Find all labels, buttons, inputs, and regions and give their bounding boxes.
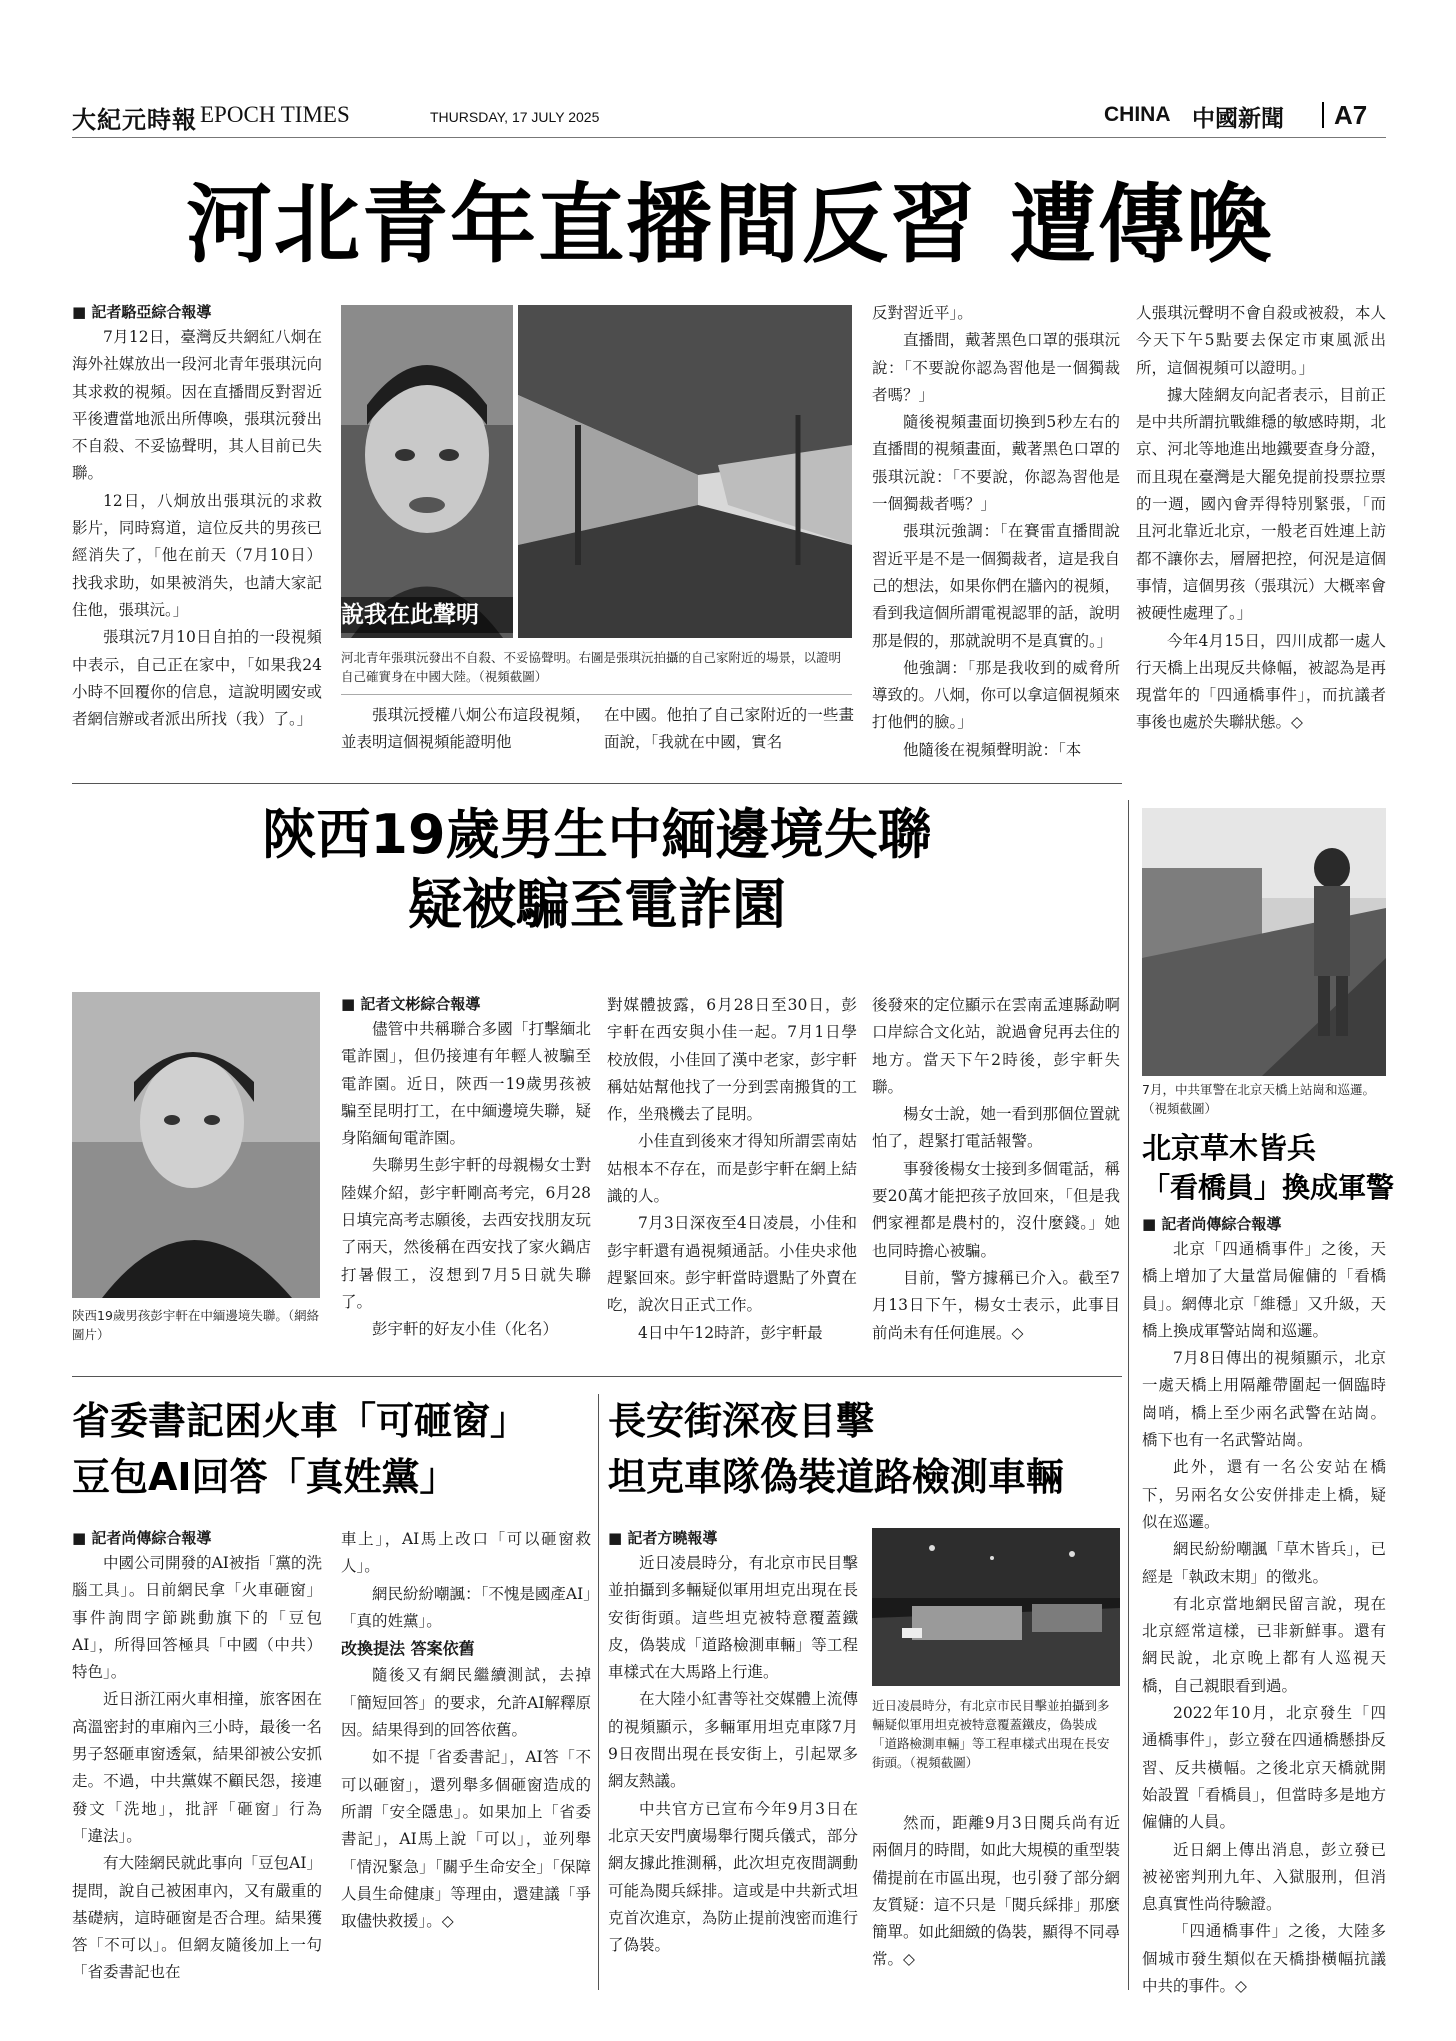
portrait-illustration [341,305,513,638]
article2-paragraph: 儘管中共稱聯合多國「打擊緬北電詐園」，但仍接連有年輕人被騙至電詐園。近日，陝西一19歲男孩被騙至昆明打工，在中緬邊境失聯，疑身陷緬甸電詐園。 [341,1020,591,1148]
article2-byline: ■ 記者文彬綜合報導 [341,995,481,1013]
column-rule-middle [598,1394,599,1990]
section-label-cn: 中國新聞 [1192,106,1284,132]
photo-subtitle-overlay: 說我在此聲明 [341,597,513,633]
article5-paragraph: 在大陸小紅書等社交媒體上流傳的視頻顯示，多輛軍用坦克車隊7月9日夜間出現在長安街上，引起眾多網友熱議。 [608,1690,858,1791]
article2-paragraph: 7月3日深夜至4日凌晨，小佳和彭宇軒還有過視頻通話。小佳央求他趕緊回來。彭宇軒當時還點了外賣在吃，說次日正式工作。 [607,1214,857,1315]
article1-paragraph: 他強調：「那是我收到的威脅所導致的。八炯，你可以拿這個視頻來打他們的臉。」 [872,658,1121,732]
article1-paragraph: 7月12日，臺灣反共網紅八炯在海外社媒放出一段河北青年張琪沅向其求救的視頻。因在直播間反對習近平後遭當地派出所傳喚，張琪沅發出不自殺、不妥協聲明，其人目前已失聯。 [72,328,322,483]
article1-paragraph: 人張琪沅聲明不會自殺或被殺，本人今天下午5點要去保定市東風派出所，這個視頻可以證明。」 [1136,304,1386,377]
article4-col2 [341,1526,591,1935]
article1-paragraph: 張琪沅7月10日自拍的一段視頻中表示，自己正在家中，「如果我24小時不回覆你的信息，這說明國安或者網信辦或者派出所找（我）了。」 [72,628,322,729]
article1-photo-street [518,305,852,638]
article3-body [1142,1212,1386,2000]
portrait-illustration [72,992,320,1298]
article1-paragraph: 直播間，戴著黑色口罩的張琪沅說：「不要說你認為習他是一個獨裁者嗎？」 [872,331,1121,404]
article2-paragraph: 失聯男生彭宇軒的母親楊女士對陸媒介紹，彭宇軒剛高考完，6月28日填完高考志願後，去西安找朋友玩了兩天，然後稱在西安找了家火鍋店打暑假工，沒想到7月5日就失聯了。 [341,1156,591,1311]
article2-paragraph: 小佳直到後來才得知所謂雲南姑姑根本不存在，而是彭宇軒在網上結識的人。 [607,1132,857,1206]
article3-paragraph: 此外，還有一名公安站在橋下，另兩名女公安併排走上橋，疑似在巡邏。 [1142,1458,1386,1531]
page-number: A7 [1334,100,1368,130]
article3-headline-line1: 北京草木皆兵 [1142,1131,1317,1165]
street-illustration [518,305,852,638]
article5-byline: ■ 記者方曉報導 [608,1529,718,1547]
article5-col2 [872,1810,1120,1974]
article4-subhead: 改換提法 答案依舊 [341,1639,475,1659]
article1-headline: 河北青年直播間反習 遭傳喚 [186,175,1274,275]
article1-paragraph: 張琪沅強調：「在賽雷直播間說習近平是不是一個獨裁者，這是我自己的想法，如果你們在牆內的視頻，看到我這個所謂電視認罪的話，說明那是假的，那就說明不是真實的。」 [872,522,1121,650]
article3-paragraph: 2022年10月，北京發生「四通橋事件」，彭立發在四通橋懸掛反習、反共橫幅。之後北京天橋就開始設置「看橋員」，但當時多是地方僱傭的人員。 [1142,1704,1386,1832]
article2-paragraph: 事發後楊女士接到多個電話，稱要20萬才能把孩子放回來，「但是我們家裡都是農村的，沒什麼錢。」她也同時擔心被騙。 [872,1159,1121,1260]
article5-paragraph: 然而，距離9月3日閱兵尚有近兩個月的時間，如此大規模的重型裝備提前在市區出現，也引發了部分網友質疑：這不只是「閱兵綵排」那麼簡單。如此細緻的偽裝，顯得不同尋常。◇ [872,1814,1121,1969]
tank-convoy-illustration [872,1528,1120,1686]
article2-paragraph: 彭宇軒的好友小佳（化名） [372,1320,559,1339]
column-rule-right [1128,800,1129,1990]
article5-photo-caption: 近日凌晨時分，有北京市民目擊並拍攝到多輛疑似軍用坦克被特意覆蓋鐵皮，偽裝成「道路檢測車輛」等工程車樣式出現在長安街頭。（視頻截圖） [872,1698,1110,1770]
article4-col1 [72,1526,322,1987]
article5-headline-line1: 長安街深夜目擊 [608,1399,875,1443]
article5-headline-line2: 坦克車隊偽裝道路檢測車輛 [608,1455,1065,1499]
article5-photo [872,1528,1120,1686]
section-label-en: CHINA [1104,103,1171,126]
article2-paragraph: 4日中午12時許，彭宇軒最 [638,1323,823,1342]
article4-paragraph: 車上」，AI馬上改口「可以砸窗救人」。 [341,1530,591,1576]
article4-headline-line1: 省委書記困火車「可砸窗」 [72,1399,529,1443]
article1-paragraph: 張琪沅授權八炯公布這段視頻，並表明這個視頻能證明他 [341,706,591,752]
article1-col1 [72,300,322,733]
article1-paragraph: 隨後視頻畫面切換到5秒左右的直播間的視頻畫面，戴著黑色口罩的張琪沅說：「不要說，你認為習他是一個獨裁者嗎？」 [872,413,1121,514]
article1-col2 [341,702,591,757]
article3-paragraph: 7月8日傳出的視頻顯示，北京一處天橋上用隔離帶圍起一個臨時崗哨，橋上至少兩名武警在站崗。橋下也有一名武警站崗。 [1142,1349,1386,1450]
article4-paragraph: 有大陸網民就此事向「豆包AI」提問，說自己被困車內，又有嚴重的基礎病，這時砸窗是否合理。結果獲答「不可以」。但網友隨後加上一句「省委書記也在 [72,1854,322,1982]
article1-paragraph: 在中國。他拍了自己家附近的一些畫面說，「我就在中國，實名 [604,706,854,752]
article4-paragraph: 如不提「省委書記」，AI答「不可以砸窗」，還列舉多個砸窗造成的所謂「安全隱患」。如果加上「省委書記」，AI馬上說「可以」，並列舉「情況緊急」「關乎生命安全」「保障人員生命健康」等理由，還建議「爭取儘快救援」。◇ [341,1748,591,1931]
article3-headline-line2: 「看橋員」換成軍警 [1142,1171,1395,1204]
article1-paragraph: 反對習近平」。 [872,304,973,322]
masthead-logo-en: EPOCH TIMES [200,102,350,127]
article1-paragraph: 據大陸網友向記者表示，目前正是中共所謂抗戰維穩的敏感時期，北京、河北等地進出地鐵要查身分證，而且現在臺灣是大罷免提前投票拉票的一週，國內會弄得特別緊張，「而且河北靠近北京，一般老百姓連上訪都不讓你去，層層把控，何況是這個事情，這個男孩（張琪沅）大概率會被硬性處理了。」 [1136,385,1386,623]
article4-paragraph: 隨後又有網民繼續測試，去掉「簡短回答」的要求，允許AI解釋原因。結果得到的回答依舊。 [341,1666,591,1740]
article3-photo [1142,808,1386,1076]
article2-photo [72,992,320,1298]
article2-col3 [872,992,1120,1347]
article1-col5 [1136,300,1386,737]
article5-paragraph: 中共官方已宣布今年9月3日在北京天安門廣場舉行閱兵儀式，部分網友據此推測稱，此次坦克夜間調動可能為閱兵綵排。這或是中共新式坦克首次進京，為防止提前洩密而進行了偽裝。 [608,1799,858,1955]
section-rule-top [72,783,1122,784]
caption-rule [341,694,852,695]
masthead-date: THURSDAY, 17 JULY 2025 [430,109,600,125]
article2-paragraph: 目前，警方據稱已介入。截至7月13日下午，楊女士表示，此事目前尚未有任何進展。◇ [872,1268,1120,1342]
article3-paragraph: 有北京當地網民留言說，現在北京經常這樣，已非新鮮事。還有網民說，北京晚上都有人巡視天橋，自己親眼看到過。 [1142,1594,1386,1695]
bridge-guard-illustration [1142,808,1386,1076]
masthead-rule [72,137,1386,138]
article3-paragraph: 網民紛紛嘲諷「草木皆兵」，已經是「執政末期」的徵兆。 [1142,1540,1386,1586]
article3-byline: ■ 記者尚傳綜合報導 [1142,1215,1282,1233]
article4-paragraph: 近日浙江兩火車相撞，旅客困在高溫密封的車廂內三小時，最後一名男子怒砸車窗透氣，結果卻被公安抓走。不過，中共黨媒不顧民怨，接連發文「洗地」，批評「砸窗」行為「違法」。 [72,1690,322,1845]
article2-photo-caption: 陝西19歲男孩彭宇軒在中緬邊境失聯。（網絡圖片） [72,1308,320,1342]
article2-paragraph: 對媒體披露，6月28日至30日，彭宇軒在西安與小佳一起。7月1日學校放假，小佳回了漢中老家，彭宇軒稱姑姑幫他找了一分到雲南搬貨的工作，坐飛機去了昆明。 [607,996,857,1124]
article4-paragraph: 中國公司開發的AI被指「黨的洗腦工具」。日前網民拿「火車砸窗」事件詢問字節跳動旗下的「豆包AI」，所得回答極具「中國（中共）特色」。 [72,1554,322,1682]
article2-col1 [341,992,591,1344]
article2-headline-line1: 陝西19歲男生中緬邊境失聯 [262,803,932,866]
article4-headline-line2: 豆包AI回答「真姓黨」 [72,1455,458,1499]
article1-photo-portrait [341,305,513,638]
article2-paragraph: 後發來的定位顯示在雲南孟連縣勐啊口岸綜合文化站，說過會兒再去住的地方。當天下午2時後，彭宇軒失聯。 [872,996,1121,1096]
article4-paragraph: 網民紛紛嘲諷：「不愧是國產AI」「真的姓黨」。 [341,1584,591,1630]
article2-paragraph: 楊女士說，她一看到那個位置就怕了，趕緊打電話報警。 [872,1105,1121,1151]
article1-col4 [872,300,1120,764]
section-divider [1322,102,1324,128]
masthead-logo-cn: 大紀元時報 [72,105,197,134]
article1-byline: ■ 記者駱亞綜合報導 [72,303,212,321]
article1-col3 [604,702,854,757]
article5-col1 [608,1526,858,1959]
article3-paragraph: 北京「四通橋事件」之後，天橋上增加了大量當局僱傭的「看橋員」。網傳北京「維穩」又升級，天橋上換成軍警站崗和巡邏。 [1142,1240,1386,1340]
article5-paragraph: 近日凌晨時分，有北京市民目擊並拍攝到多輛疑似軍用坦克出現在長安街街頭。這些坦克被特意覆蓋鐵皮，偽裝成「道路檢測車輛」等工程車樣式在大馬路上行進。 [608,1554,858,1682]
masthead [72,100,1386,134]
section-rule-middle [72,1376,1122,1377]
article1-photo-caption: 河北青年張琪沅發出不自殺、不妥協聲明。右圖是張琪沅拍攝的自己家附近的場景，以證明自己確實身在中國大陸。（視頻截圖） [341,650,842,684]
article2-headline-line2: 疑被騙至電詐園 [408,873,786,936]
article4-byline: ■ 記者尚傳綜合報導 [72,1529,212,1547]
article2-col2 [607,992,857,1347]
article1-paragraph: 他隨後在視頻聲明說：「本 [903,740,1082,759]
article1-paragraph: 12日，八炯放出張琪沅的求救影片，同時寫道，這位反共的男孩已經消失了，「他在前天（7月10日）找我求助，如果被消失，也請大家記住他，張琪沅。」 [72,491,322,619]
article1-paragraph: 今年4月15日，四川成都一處人行天橋上出現反共條幅，被認為是再現當年的「四通橋事件」，而抗議者事後也處於失聯狀態。◇ [1136,631,1386,732]
article3-paragraph: 近日網上傳出消息，彭立發已被祕密判刑九年、入獄服刑，但消息真實性尚待驗證。 [1142,1840,1386,1914]
article3-photo-caption: 7月，中共軍警在北京天橋上站崗和巡邏。（視頻截圖） [1142,1082,1375,1116]
article3-paragraph: 「四通橋事件」之後，大陸多個城市發生類似在天橋掛橫幅抗議中共的事件。◇ [1142,1922,1386,1996]
